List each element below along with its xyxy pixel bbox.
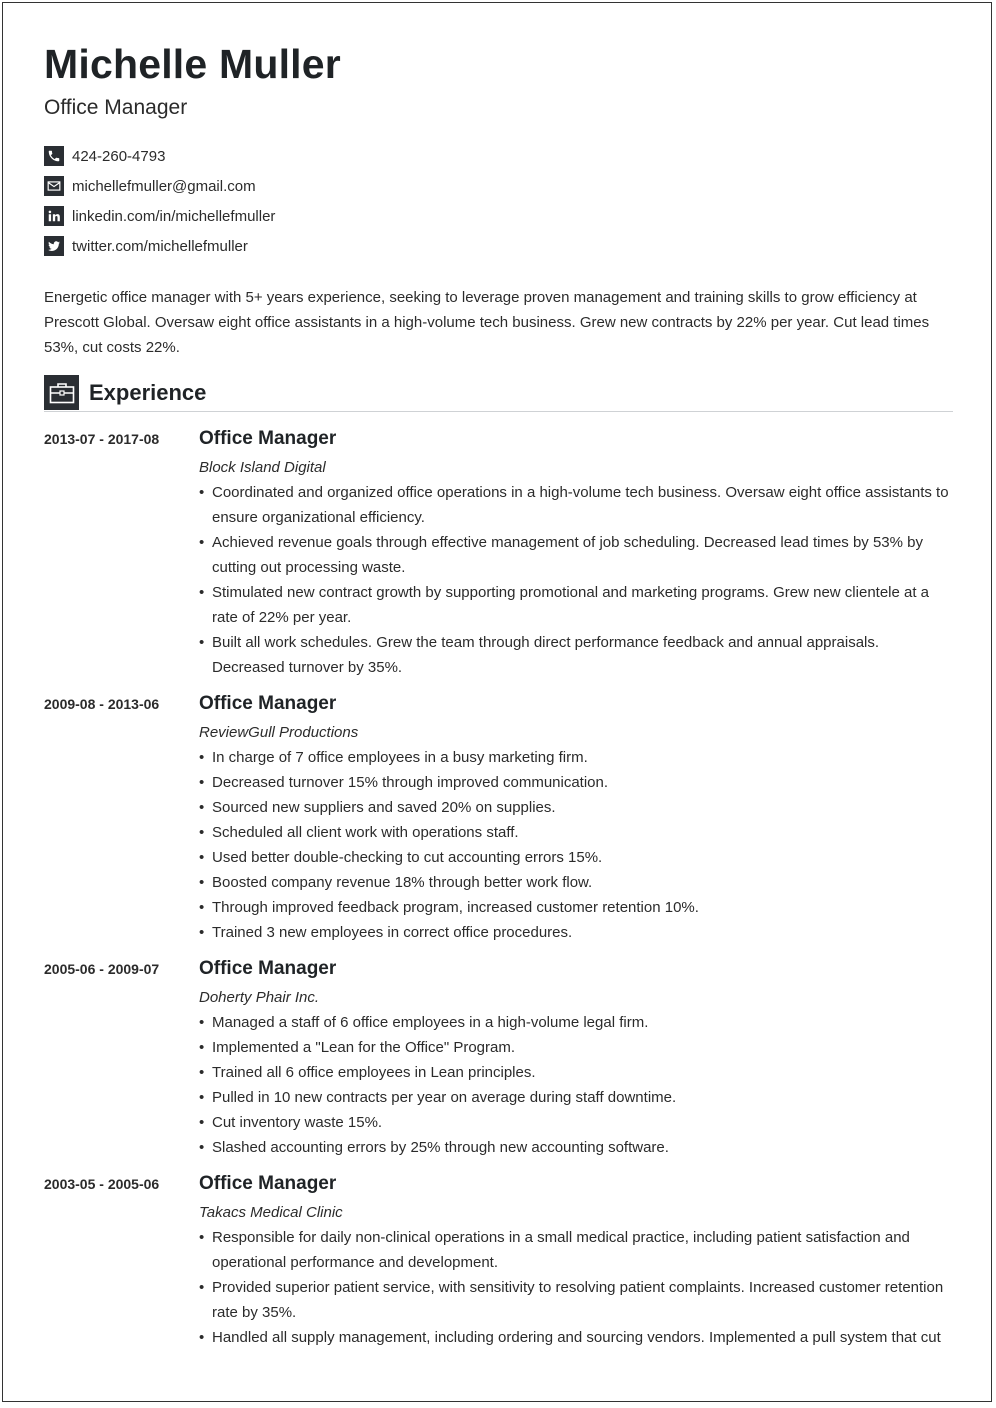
candidate-name: Michelle Muller bbox=[44, 41, 341, 87]
job-entry bbox=[44, 1170, 953, 1350]
contact-email bbox=[44, 171, 275, 201]
job-dates: 2013-07 - 2017-08 bbox=[44, 431, 160, 447]
job-bullet: • Achieved revenue goals through effective management of job scheduling. Decreased lead times by 53% by cutting out processing waste. bbox=[199, 530, 953, 580]
job-title: Office Manager bbox=[199, 1173, 337, 1194]
job-bullet: • Scheduled all client work with operations staff. bbox=[199, 820, 953, 845]
job-entry bbox=[44, 955, 953, 1160]
job-entry bbox=[44, 425, 953, 680]
job-bullet: • In charge of 7 office employees in a busy marketing firm. bbox=[199, 745, 953, 770]
job-bullet: • Responsible for daily non-clinical operations in a small medical practice, including patient satisfaction and operational performance and development. bbox=[199, 1225, 953, 1275]
job-bullet: • Coordinated and organized office operations in a high-volume tech business. Oversaw eight office assistants to ensure organizational efficiency. bbox=[199, 480, 953, 530]
job-title: Office Manager bbox=[199, 693, 337, 714]
job-bullet: • Trained all 6 office employees in Lean principles. bbox=[199, 1060, 953, 1085]
job-bullet: • Provided superior patient service, with sensitivity to resolving patient complaints. Increased customer retention rate by 35%. bbox=[199, 1275, 953, 1325]
job-bullet: • Implemented a "Lean for the Office" Program. bbox=[199, 1035, 953, 1060]
phone-text: 424-260-4793 bbox=[72, 147, 166, 165]
experience-heading: Experience bbox=[89, 380, 207, 405]
job-bullets bbox=[199, 1225, 953, 1350]
contact-twitter bbox=[44, 231, 275, 261]
twitter-link[interactable]: twitter.com/michellefmuller bbox=[72, 237, 248, 255]
experience-section-header bbox=[44, 375, 953, 412]
contact-list bbox=[44, 141, 275, 261]
phone-icon bbox=[44, 146, 64, 166]
job-bullets bbox=[199, 745, 953, 945]
job-bullets bbox=[199, 480, 953, 680]
job-bullet: • Decreased turnover 15% through improved communication. bbox=[199, 770, 953, 795]
job-bullet: • Slashed accounting errors by 25% through new accounting software. bbox=[199, 1135, 953, 1160]
job-bullets bbox=[199, 1010, 953, 1160]
job-bullet: • Managed a staff of 6 office employees in a high-volume legal firm. bbox=[199, 1010, 953, 1035]
job-bullet: • Sourced new suppliers and saved 20% on supplies. bbox=[199, 795, 953, 820]
contact-phone bbox=[44, 141, 275, 171]
job-dates: 2005-06 - 2009-07 bbox=[44, 961, 160, 977]
job-dates: 2003-05 - 2005-06 bbox=[44, 1176, 160, 1192]
job-dates: 2009-08 - 2013-06 bbox=[44, 696, 160, 712]
job-company: ReviewGull Productions bbox=[199, 724, 359, 741]
briefcase-icon bbox=[44, 375, 79, 410]
job-bullet: • Pulled in 10 new contracts per year on average during staff downtime. bbox=[199, 1085, 953, 1110]
job-bullet: • Through improved feedback program, increased customer retention 10%. bbox=[199, 895, 953, 920]
job-company: Block Island Digital bbox=[199, 459, 326, 476]
job-bullet: • Stimulated new contract growth by supporting promotional and marketing programs. Grew new clientele at a rate of 22% per year. bbox=[199, 580, 953, 630]
candidate-role: Office Manager bbox=[44, 96, 188, 119]
job-title: Office Manager bbox=[199, 958, 337, 979]
job-bullet: • Handled all supply management, including ordering and sourcing vendors. Implemented a pull system that cut bbox=[199, 1325, 953, 1350]
twitter-icon bbox=[44, 236, 64, 256]
email-link[interactable]: michellefmuller@gmail.com bbox=[72, 177, 256, 195]
job-bullet: • Boosted company revenue 18% through better work flow. bbox=[199, 870, 953, 895]
job-bullet: • Built all work schedules. Grew the team through direct performance feedback and annual appraisals. Decreased turnover by 35%. bbox=[199, 630, 953, 680]
job-bullet: • Used better double-checking to cut accounting errors 15%. bbox=[199, 845, 953, 870]
job-entry bbox=[44, 690, 953, 945]
linkedin-icon bbox=[44, 206, 64, 226]
email-icon bbox=[44, 176, 64, 196]
resume-page bbox=[2, 2, 992, 1402]
contact-linkedin bbox=[44, 201, 275, 231]
job-title: Office Manager bbox=[199, 428, 337, 449]
job-company: Doherty Phair Inc. bbox=[199, 989, 320, 1006]
job-bullet: • Trained 3 new employees in correct office procedures. bbox=[199, 920, 953, 945]
profile-summary: Energetic office manager with 5+ years experience, seeking to leverage proven management and training skills to grow efficiency at Prescott Global. Oversaw eight office assistants in a high-volume tech business. Grew new contracts by 22% per year. Cut lead times 53%, cut costs 22%. bbox=[44, 289, 930, 356]
experience-list bbox=[44, 425, 953, 1360]
linkedin-link[interactable]: linkedin.com/in/michellefmuller bbox=[72, 207, 276, 225]
job-bullet: • Cut inventory waste 15%. bbox=[199, 1110, 953, 1135]
job-company: Takacs Medical Clinic bbox=[199, 1204, 343, 1221]
